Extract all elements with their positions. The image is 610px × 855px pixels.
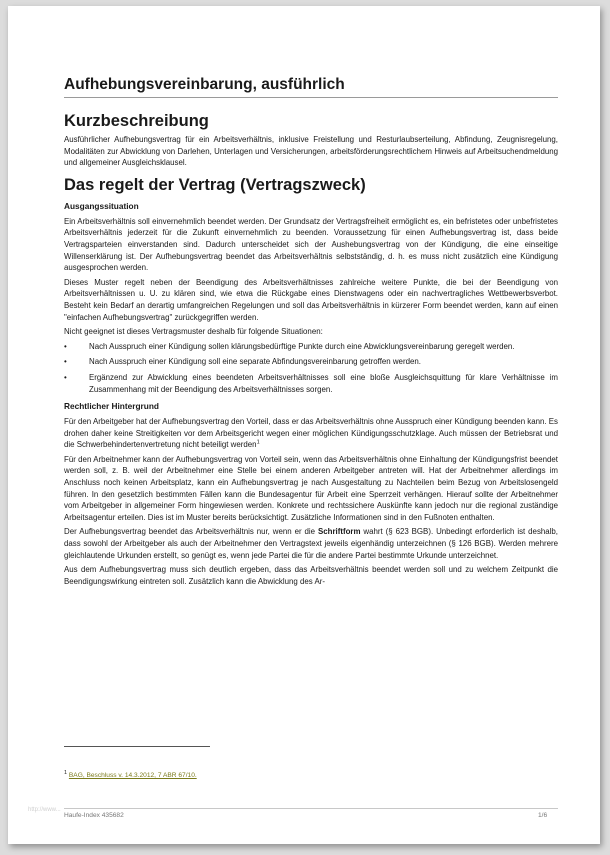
list-item-text: Nach Ausspruch einer Kündigung soll eine separate Abfindungsvereinbarung getroffen werden. (89, 357, 421, 367)
document-page (8, 6, 600, 844)
bullet-icon: • (64, 341, 67, 351)
footnote (64, 769, 197, 779)
paragraph-text: wahrt (§ 623 BGB). Unbedingt erforderlich ist deshalb, dass sowohl der Arbeitgeber als auch der Arbeitnehmer den Vertragstext jeweils eigenhändig unterzeichnen (§ 126 BGB). Werden mehrere gleichlautende Urkunden erstellt, so genügt es, wenn jede Partei die für die andere Partei bestimmte Urkunde unterzeichnet. (64, 527, 558, 560)
rechtlicher-hintergrund-paragraph-4: Aus dem Aufhebungsvertrag muss sich deutlich ergeben, dass das Arbeitsverhältnis beendet werden soll und zu welchem Zeitpunkt die Beendigungswirkung eintreten soll. Zusätzlich kann die Abwicklung des Ar- (64, 565, 558, 586)
rechtlicher-hintergrund-paragraph-2: Für den Arbeitnehmer kann der Aufhebungsvertrag von Vorteil sein, wenn das Arbeitsverhältnis ohne Einhaltung der Kündigungsfrist beendet werden soll, z. B. weil der Arbeitnehmer eine Stelle bei einem anderen Arbeitgeber antreten will. Hat der Arbeitnehmer allerdings im Anschluss noch keinen Arbeitsplatz, kann ein Aufhebungsvertrag je nach Ausgestaltung zu Nachteilen beim Bezug von Arbeitslosengeld führen. In den gesetzlich bestimmten Fällen kann die Bundesagentur für Arbeit eine Sperrzeit verhängen. Hierauf sollte der Arbeitnehmer vom Arbeitgeber in allgemeiner Form hingewiesen werden. Konkrete und rechtssichere Auskünfte kann jedoch nur die regional zuständige Arbeitsagentur erteilen. Dies ist im Muster bereits berücksichtigt. Zusätzliche Informationen sind in den Fußnoten enthalten. (64, 454, 558, 522)
list-item-text: Nach Ausspruch einer Kündigung sollen klärungsbedürftige Punkte durch eine Abwicklungsvereinbarung geregelt werden. (89, 341, 515, 351)
watermark-text: http://www... (28, 807, 61, 813)
footnote-reference[interactable]: 1 (256, 439, 260, 446)
ausgangssituation-paragraph-3: Nicht geeignet ist dieses Vertragsmuster deshalb für folgende Situationen: (64, 327, 323, 337)
footer-divider (64, 808, 558, 809)
rechtlicher-hintergrund-heading: Rechtlicher Hintergrund (64, 401, 159, 412)
kurzbeschreibung-heading: Kurzbeschreibung (64, 112, 209, 130)
list-item (64, 341, 558, 353)
footnote-link[interactable]: BAG, Beschluss v. 14.3.2012, 7 ABR 67/10. (68, 772, 197, 779)
rechtlicher-hintergrund-paragraph-3 (64, 526, 558, 561)
bullet-icon: • (64, 357, 67, 367)
footer-page-number: 1/6 (538, 812, 548, 819)
paragraph-text: Für den Arbeitgeber hat der Aufhebungsvertrag den Vorteil, dass er das Arbeitsverhältnis ohne Ausspruch einer Kündigung beenden kann. Es drohen daher keine Streitigkeiten vor dem Arbeitsgericht wegen einer möglichen Kündigungsschutzklage. Auch müssen der Betriebsrat und die Schwerbehindertenvertretung nicht beteiligt werden (64, 417, 558, 450)
footer-haufe-index: Haufe-Index 435682 (64, 812, 124, 819)
footnote-divider (64, 746, 210, 747)
bullet-icon: • (64, 372, 67, 382)
schriftform-emphasis: Schriftform (317, 527, 361, 537)
kurzbeschreibung-text: Ausführlicher Aufhebungsvertrag für ein Arbeitsverhältnis, inklusive Freistellung und Resturlaubserteilung, Abfindung, Zeugnisregelung, Modalitäten zur Abwicklung von Darlehen, Unterlagen und Versicherungen, arbeitsförderungsrechtlichem Hinweis auf Arbeitsuchendmeldung und allgemeiner Ausgleichsklausel. (64, 135, 558, 168)
list-item (64, 372, 558, 395)
situation-list (64, 341, 558, 395)
document-title: Aufhebungsvereinbarung, ausführlich (64, 76, 558, 98)
ausgangssituation-paragraph-1: Ein Arbeitsverhältnis soll einvernehmlich beendet werden. Der Grundsatz der Vertragsfreiheit ermöglicht es, ein befristetes oder unbefristetes Arbeitsverhältnis jederzeit für die Zukunft einvernehmlich zu beenden. Voraussetzung für einen Aufhebungsvertrag ist, dass beide Vertragsparteien einverstanden sind. Dadurch unterscheidet sich der Aushebungsvertrag von der Kündigung, die eine einseitige Willenserklärung ist. Der Aufhebungsvertrag beendet das Arbeitsverhältnis selbstständig, d. h. es muss nicht zusätzlich eine Kündigung ausgesprochen werden. (64, 216, 558, 273)
page-content (64, 76, 558, 590)
footnote-number: 1 (64, 769, 68, 776)
rechtlicher-hintergrund-paragraph-1 (64, 416, 558, 451)
ausgangssituation-heading: Ausgangssituation (64, 200, 139, 211)
ausgangssituation-paragraph-2: Dieses Muster regelt neben der Beendigung des Arbeitsverhältnisses zahlreiche weitere Punkte, die bei der Beendigung von Arbeitsverhältnissen u. U. zu klären sind, wie etwa die Rückgabe eines Dienstwagens oder ein nachvertragliches Wettbewerbsverbot. Besteht kein Bedarf an derartig umfangreichen Regelungen und soll das Arbeitsverhältnis in kürzerer Form beendet werden, kann auf einen "einfachen Aufhebungsvertrag" zurückgegriffen werden. (64, 277, 558, 322)
paragraph-text: Der Aufhebungsvertrag beendet das Arbeitsverhältnis nur, wenn er die (64, 527, 318, 537)
list-item (64, 356, 558, 368)
vertragszweck-heading: Das regelt der Vertrag (Vertragszweck) (64, 175, 366, 194)
list-item-text: Ergänzend zur Abwicklung eines beendeten Arbeitsverhältnisses soll eine bloße Ausgleichsquittung für klare Verhältnisse im Zusammenhang mit der Beendigung des Arbeitsverhältnisses sorgen. (89, 372, 558, 394)
